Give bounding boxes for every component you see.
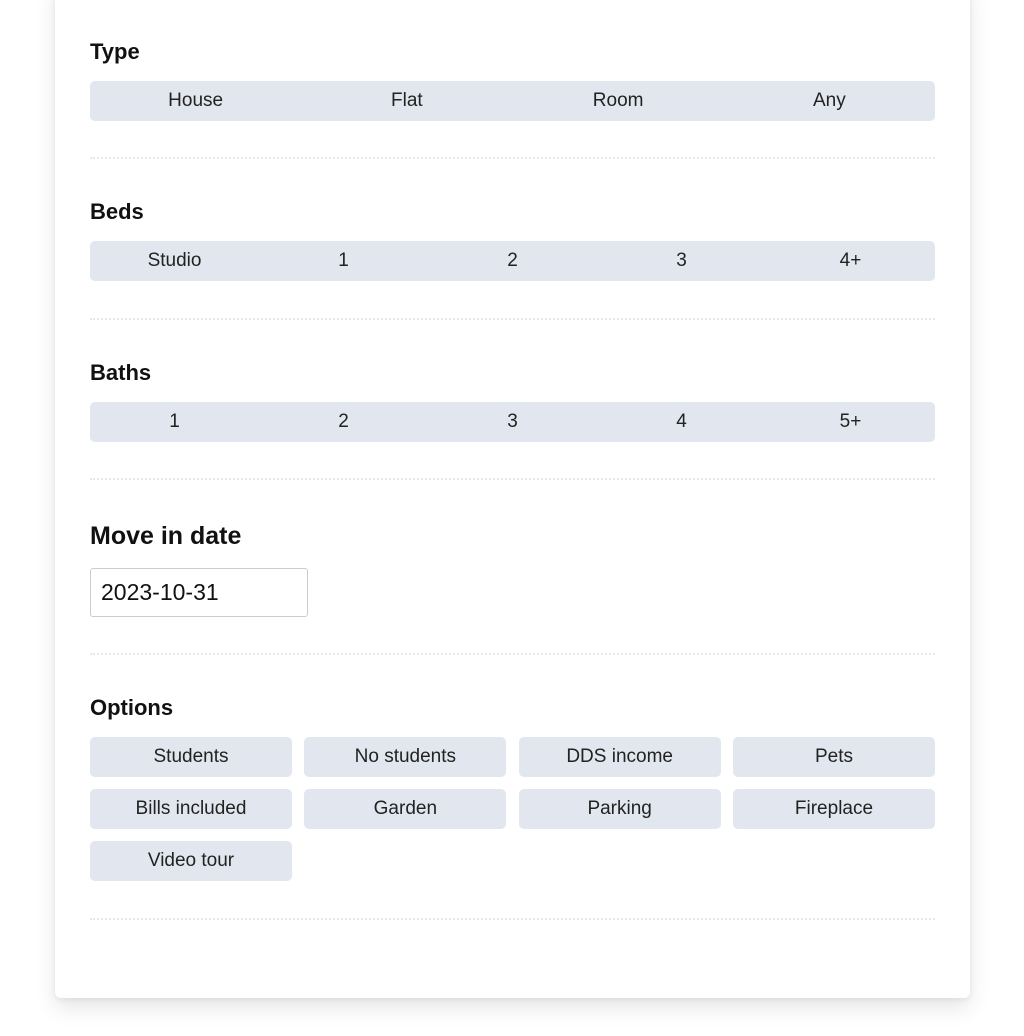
baths-option-1[interactable]: 1 <box>90 402 259 442</box>
option-video-tour[interactable]: Video tour <box>90 841 292 881</box>
option-fireplace[interactable]: Fireplace <box>733 789 935 829</box>
beds-label: Beds <box>90 199 144 224</box>
baths-option-3[interactable]: 3 <box>428 402 597 442</box>
option-parking[interactable]: Parking <box>519 789 721 829</box>
baths-option-2[interactable]: 2 <box>259 402 428 442</box>
section-divider <box>90 157 935 159</box>
section-divider <box>90 478 935 480</box>
option-bills-included[interactable]: Bills included <box>90 789 292 829</box>
option-pets[interactable]: Pets <box>733 737 935 777</box>
move-in-date-label: Move in date <box>90 522 242 550</box>
beds-option-studio[interactable]: Studio <box>90 241 259 281</box>
options-grid <box>90 737 935 881</box>
baths-option-5-plus[interactable]: 5+ <box>766 402 935 442</box>
beds-option-4-plus[interactable]: 4+ <box>766 241 935 281</box>
section-divider <box>90 318 935 320</box>
type-option-house[interactable]: House <box>90 81 301 121</box>
baths-label: Baths <box>90 360 152 385</box>
type-option-flat[interactable]: Flat <box>301 81 512 121</box>
type-label: Type <box>90 39 140 64</box>
section-divider <box>90 918 935 920</box>
beds-option-2[interactable]: 2 <box>428 241 597 281</box>
option-no-students[interactable]: No students <box>304 737 506 777</box>
beds-selector <box>90 241 935 281</box>
beds-option-1[interactable]: 1 <box>259 241 428 281</box>
beds-option-3[interactable]: 3 <box>597 241 766 281</box>
type-option-any[interactable]: Any <box>724 81 935 121</box>
move-in-date-input[interactable] <box>90 568 308 617</box>
type-selector <box>90 81 935 121</box>
option-garden[interactable]: Garden <box>304 789 506 829</box>
section-divider <box>90 653 935 655</box>
baths-option-4[interactable]: 4 <box>597 402 766 442</box>
baths-selector <box>90 402 935 442</box>
options-label: Options <box>90 695 174 720</box>
option-dds-income[interactable]: DDS income <box>519 737 721 777</box>
option-students[interactable]: Students <box>90 737 292 777</box>
type-option-room[interactable]: Room <box>513 81 724 121</box>
